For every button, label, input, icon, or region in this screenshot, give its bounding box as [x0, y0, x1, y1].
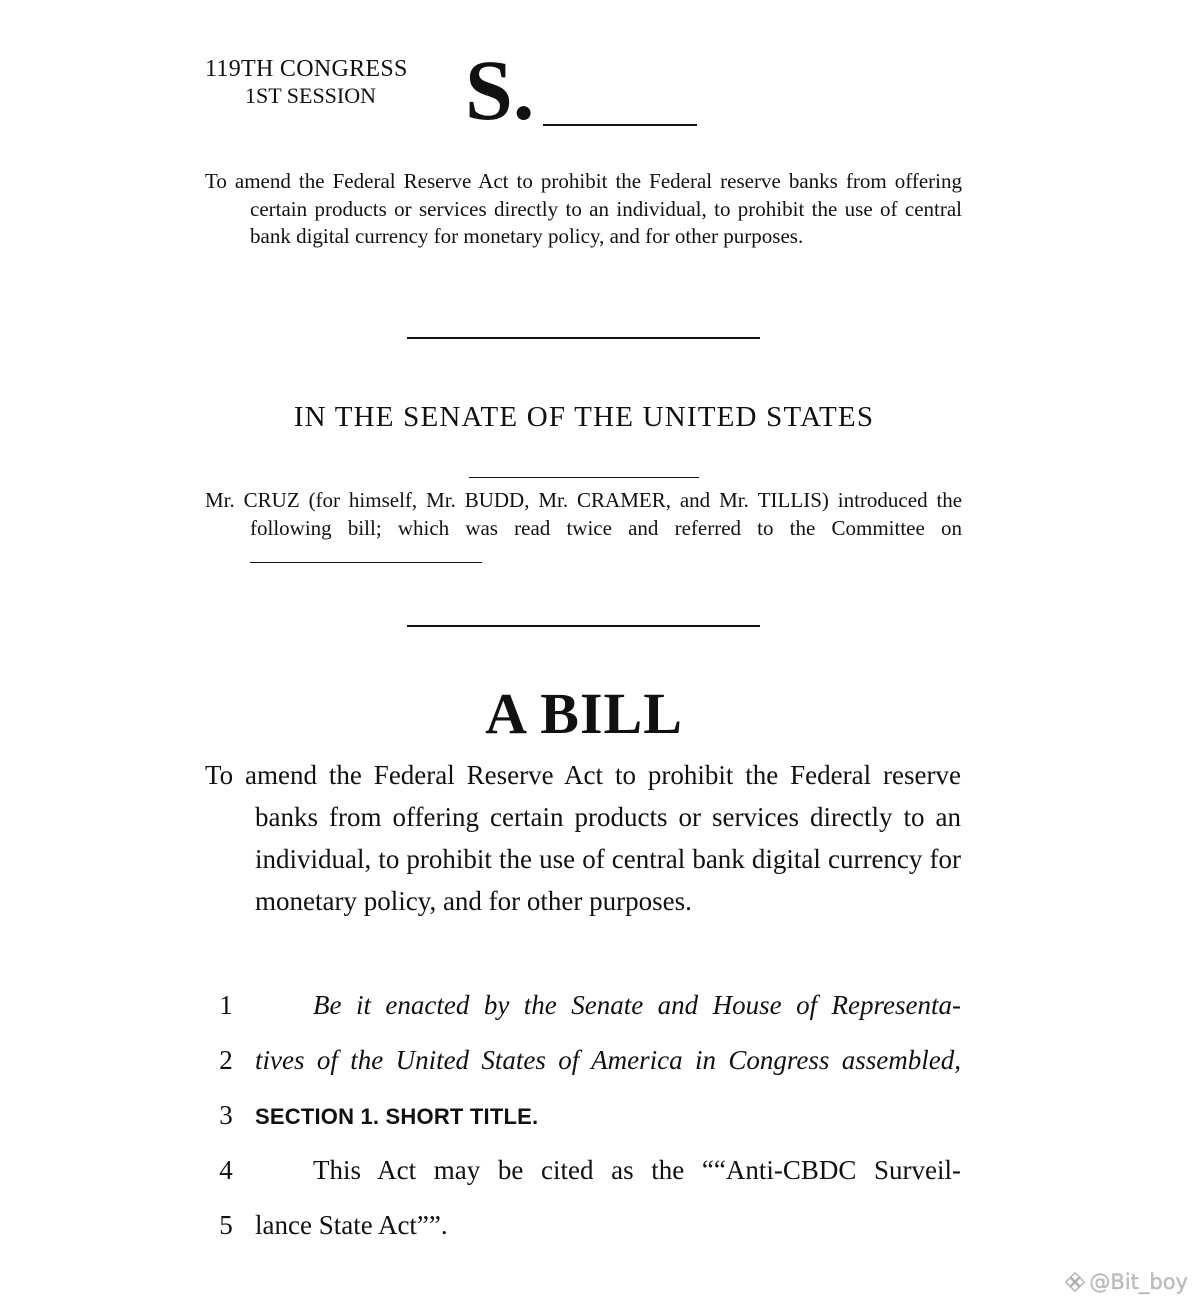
line-number: 4 [219, 1155, 233, 1185]
section-text-line-2: lance State Act””. [255, 1210, 448, 1240]
line-number: 1 [219, 990, 233, 1020]
line-number: 2 [219, 1045, 233, 1075]
divider-rule [407, 625, 760, 627]
for-himself-text: (for himself, [308, 488, 418, 512]
cosponsor-name: TILLIS [757, 488, 822, 512]
bill-number: S. [465, 42, 535, 138]
bill-heading: A BILL [485, 681, 683, 746]
enacting-clause-line-1: Be it enacted by the Senate and House of Representa- [313, 990, 961, 1020]
long-title: To amend the Federal Reserve Act to prohibit the Federal reserve banks from offering certain products or services directly to an individual, to prohibit the use of central bank digital currency for monetary policy, and for other purposes. [205, 760, 961, 916]
short-title: To amend the Federal Reserve Act to prohibit the Federal reserve banks from offering certain products or services directly to an individual, to prohibit the use of central bank digital currency for monetary policy, and for other purposes. [205, 169, 962, 248]
chamber-heading: IN THE SENATE OF THE UNITED STATES [293, 401, 875, 433]
and-text: and [679, 488, 711, 512]
section-heading: SECTION 1. SHORT TITLE. [255, 1104, 539, 1129]
watermark-logo-icon [1065, 1272, 1085, 1292]
section-text-line-1: This Act may be cited as the ““Anti-CBDC Surveil- [313, 1155, 961, 1185]
watermark [1065, 1270, 1188, 1294]
sponsor-title: Mr. [205, 488, 235, 512]
cosponsor-title: Mr. [538, 488, 569, 512]
line-number: 3 [219, 1100, 233, 1130]
cosponsor-name: BUDD [464, 488, 525, 512]
divider-rule [407, 337, 760, 339]
enacting-clause-line-2: tives of the United States of America in Congress assembled, [255, 1045, 961, 1075]
line-number: 5 [219, 1210, 233, 1240]
introduction-paragraph: Mr. CRUZ (for himself, Mr. BUDD, Mr. CRAMER, and Mr. TILLIS) introduced the following bill; which was read twice and referred to the Committee on [205, 486, 962, 570]
divider-rule [469, 477, 699, 478]
congress-number: 119TH CONGRESS [205, 56, 408, 82]
session-number: 1ST SESSION [245, 83, 377, 108]
referral-text: ) introduced the following bill; which was read twice and referred to the Committee on [250, 488, 963, 540]
cosponsor-name: CRAMER [577, 488, 666, 512]
cosponsor-title: Mr. [426, 488, 456, 512]
sponsor-name: CRUZ [243, 488, 300, 512]
committee-blank [250, 544, 482, 563]
bill-number-blank [543, 124, 697, 126]
watermark-text: @Bit_boy [1089, 1270, 1188, 1294]
cosponsor-title: Mr. [719, 488, 749, 512]
